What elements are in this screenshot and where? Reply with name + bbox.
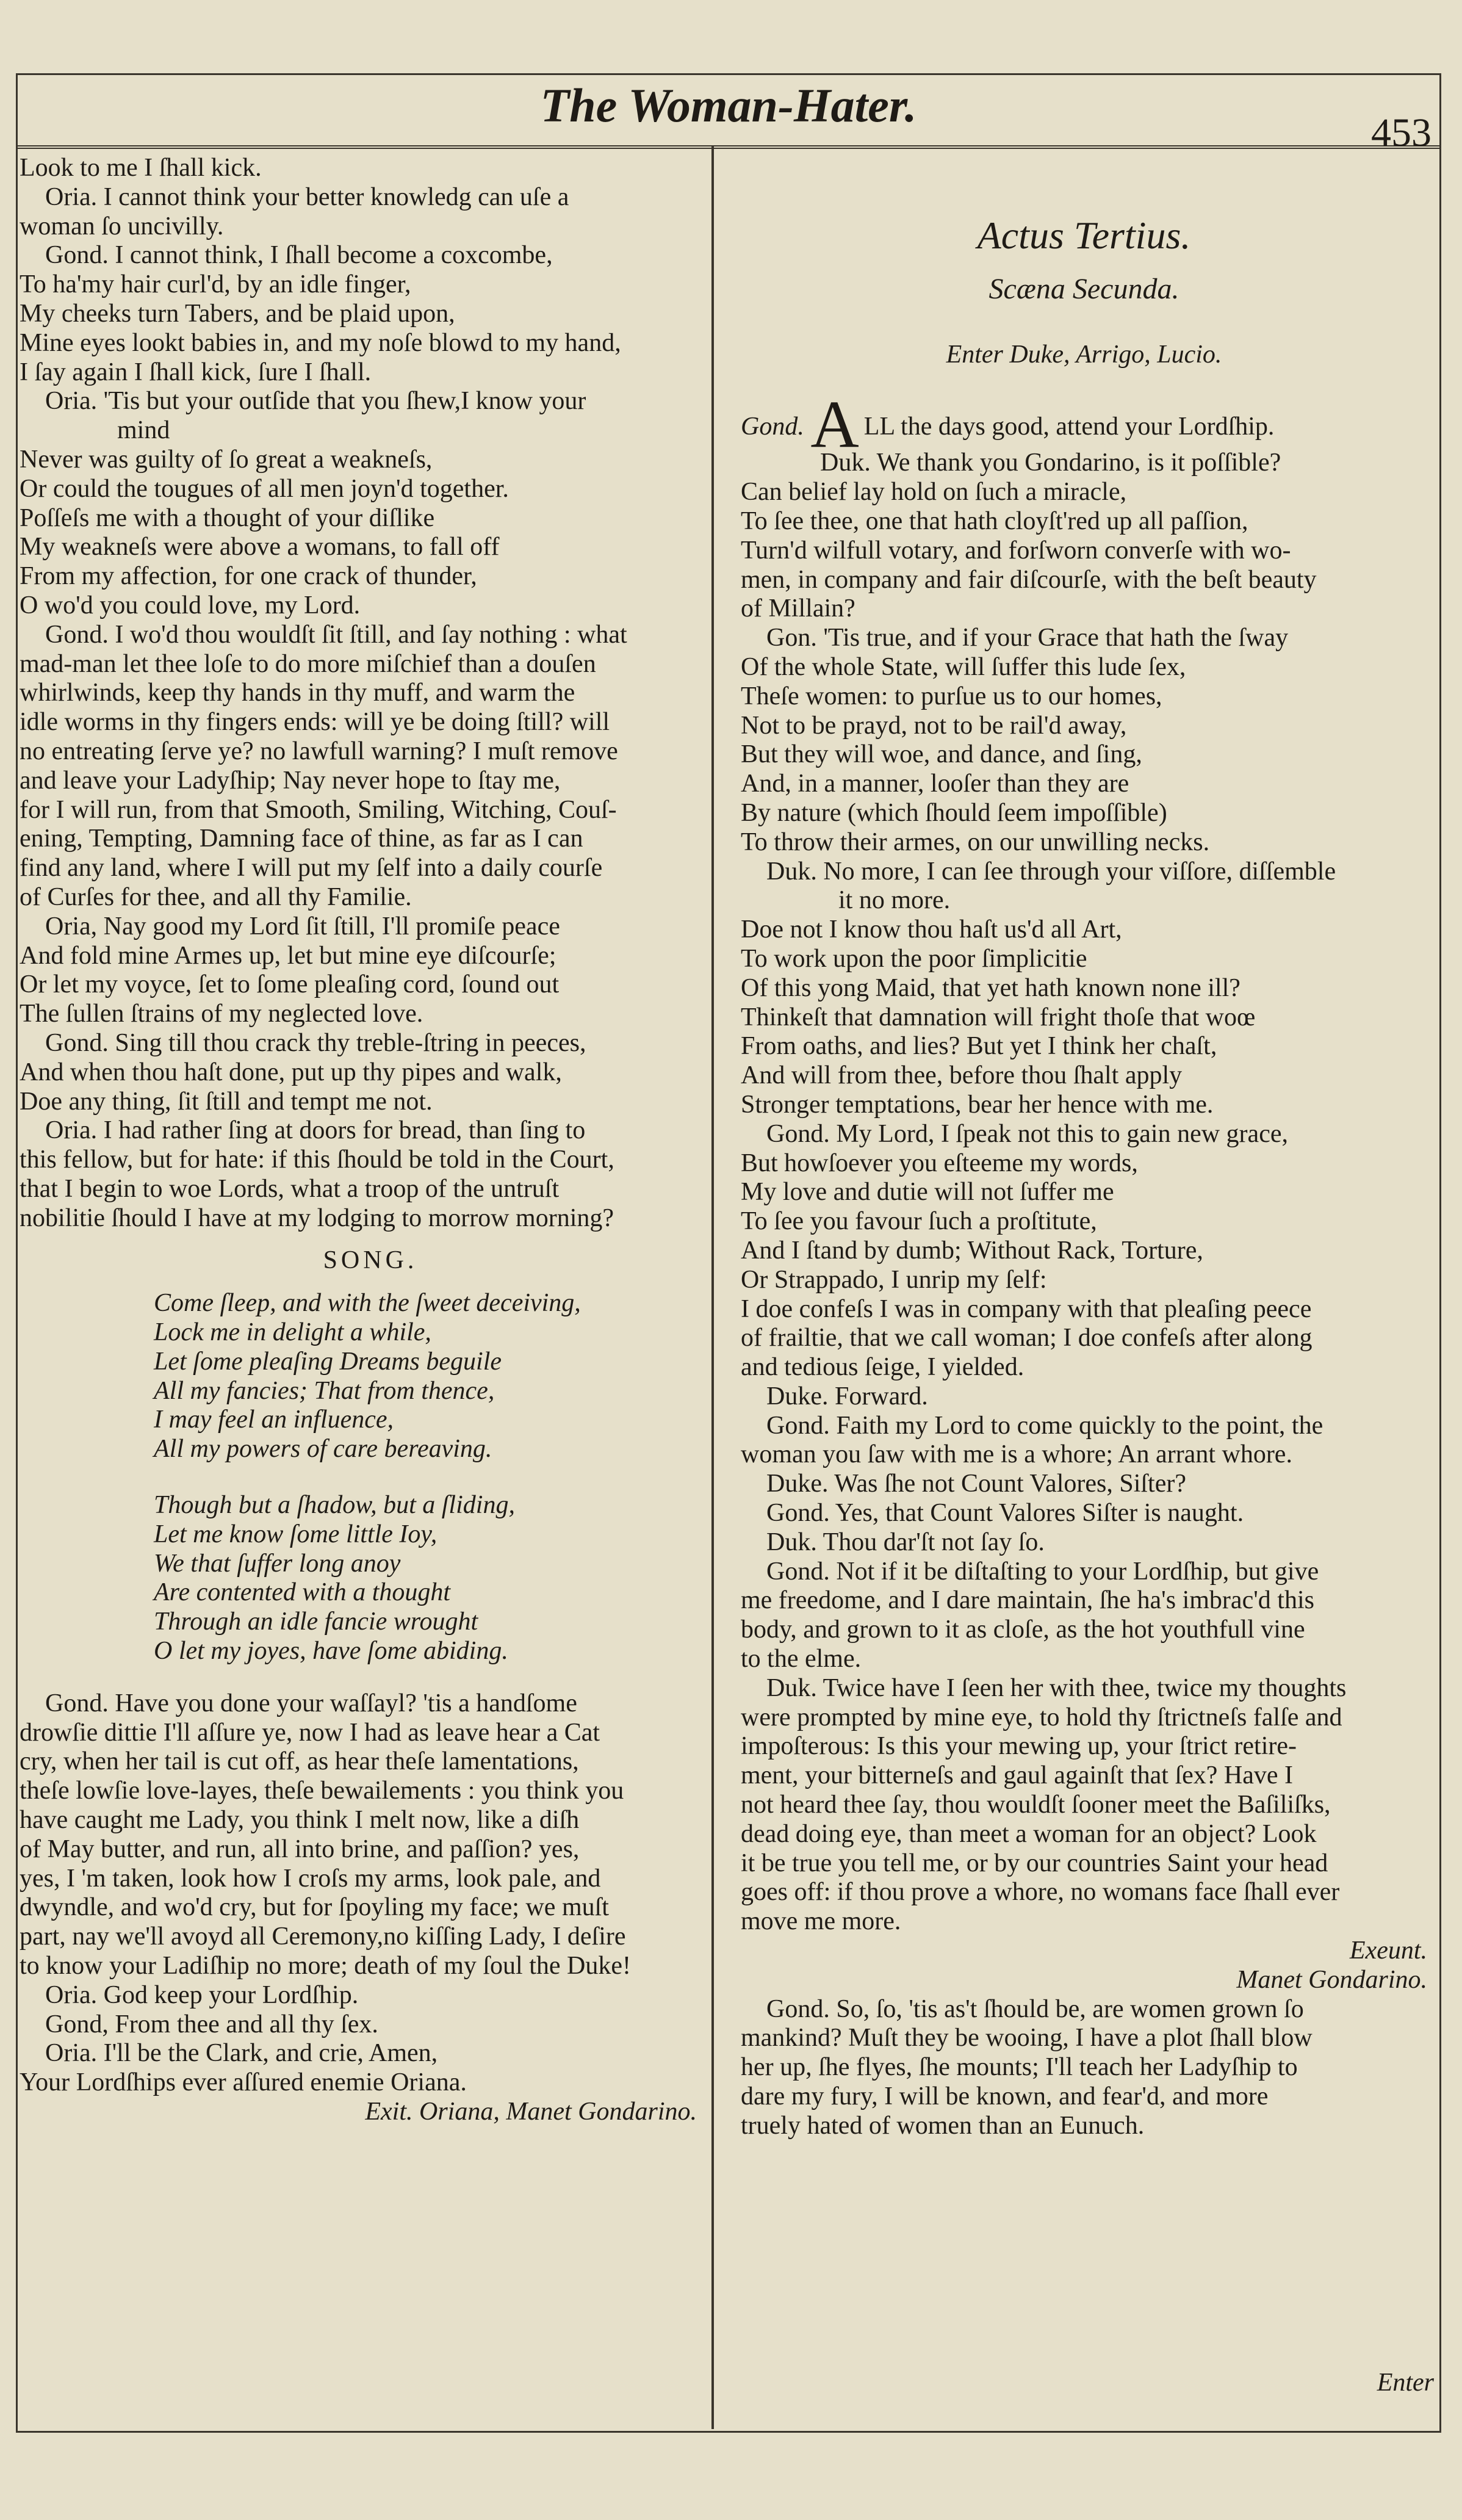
page-number: 453 xyxy=(1371,110,1431,155)
text-line: and leave your Ladyſhip; Nay never hope to ſtay me, xyxy=(20,766,561,795)
text-line: Oria. I cannot think your better knowledg can uſe a xyxy=(45,182,569,211)
opening-speaker: Gond. xyxy=(741,413,804,441)
text-line: Oria. I'll be the Clark, and crie, Amen, xyxy=(45,2039,438,2068)
text-line: Theſe women: to purſue us to our homes, xyxy=(741,682,1162,710)
text-line: find any land, where I will put my ſelf into a daily courſe xyxy=(20,854,603,883)
text-line: her up, ſhe flyes, ſhe mounts; I'll teach her Ladyſhip to xyxy=(741,2053,1298,2082)
text-line: to know your Ladiſhip no more; death of my ſoul the Duke! xyxy=(20,1952,631,1980)
text-line: Duke. Was ſhe not Count Valores, Siſter? xyxy=(766,1470,1186,1498)
text-line: My love and dutie will not ſuffer me xyxy=(741,1178,1114,1207)
verse-line: O let my joyes, have ſome abiding. xyxy=(154,1637,508,1666)
verse-line: Are contented with a thought xyxy=(154,1578,451,1607)
text-line: woman ſo uncivilly. xyxy=(20,212,224,240)
text-line: dwyndle, and wo'd cry, but for ſpoyling my face; we muſt xyxy=(20,1893,609,1922)
text-line: impoſterous: Is this your mewing up, your ſtrict retire- xyxy=(741,1732,1297,1761)
text-line: And, in a manner, looſer than they are xyxy=(741,770,1129,798)
text-line: for I will run, from that Smooth, Smiling, Witching, Couſ- xyxy=(20,795,617,824)
text-line: O wo'd you could love, my Lord. xyxy=(20,591,361,619)
text-line: to the elme. xyxy=(741,1645,862,1673)
text-line: To throw their armes, on our unwilling necks. xyxy=(741,828,1210,856)
drop-cap: A xyxy=(810,387,859,462)
left-column xyxy=(20,154,721,2127)
text-line: that I begin to woe Lords, what a troop of the untruſt xyxy=(20,1174,560,1203)
left-column-lines xyxy=(20,154,721,1233)
stanza-gap xyxy=(20,1464,721,1491)
text-line: Turn'd wilfull votary, and forſworn converſe with wo- xyxy=(741,536,1291,565)
text-line: Gond. My Lord, I ſpeak not this to gain new grace, xyxy=(766,1119,1288,1148)
verse-line: Come ſleep, and with the ſweet deceiving, xyxy=(154,1289,581,1318)
text-line: Gond, From thee and all thy ſex. xyxy=(45,2010,378,2038)
text-line: Gon. 'Tis true, and if your Grace that hath the ſway xyxy=(766,624,1289,652)
right-column-lines xyxy=(741,449,1427,1937)
text-line: Doe any thing, ſit ſtill and tempt me not. xyxy=(20,1087,433,1116)
text-line: To ſee thee, one that hath cloyſt'red up all paſſion, xyxy=(741,507,1248,535)
text-line: woman you ſaw with me is a whore; An arrant whore. xyxy=(741,1440,1292,1469)
text-line: From oaths, and lies? But yet I think her chaſt, xyxy=(741,1032,1217,1061)
text-line: My cheeks turn Tabers, and be plaid upon, xyxy=(20,299,455,328)
text-line: Or let my voyce, ſet to ſome pleaſing cord, ſound out xyxy=(20,970,560,999)
text-line: But they will woe, and dance, and ſing, xyxy=(741,740,1142,769)
text-line: truely hated of women than an Eunuch. xyxy=(741,2111,1145,2140)
text-line: Gond. Sing till thou crack thy treble-ſtring in peeces, xyxy=(45,1028,586,1057)
verse-line: Let me know ſome little Ioy, xyxy=(154,1520,438,1548)
verse-line: All my fancies; That from thence, xyxy=(154,1376,495,1405)
text-line: Thinkeſt that damnation will fright thoſe that woœ xyxy=(741,1003,1256,1031)
text-line: And fold mine Armes up, let but mine eye diſcourſe; xyxy=(20,941,556,970)
verse-line: We that ſuffer long anoy xyxy=(154,1549,401,1578)
text-line: Stronger temptations, bear her hence with me. xyxy=(741,1090,1214,1119)
opening-text: LL the days good, attend your Lordſhip. xyxy=(863,413,1275,441)
text-line: By nature (which ſhould ſeem impoſſible) xyxy=(741,798,1167,827)
text-line: Gond. Yes, that Count Valores Siſter is naught. xyxy=(766,1499,1244,1528)
text-line: whirlwinds, keep thy hands in thy muff, and warm the xyxy=(20,679,575,707)
text-line: theſe lowſie love-layes, theſe bewailements : you think you xyxy=(20,1777,624,1805)
text-line: Duke. Forward. xyxy=(766,1382,928,1410)
text-line: mankind? Muſt they be wooing, I have a plot ſhall blow xyxy=(741,2024,1313,2052)
right-column xyxy=(741,154,1427,2141)
text-line: drowſie dittie I'll aſſure ye, now I had as leave hear a Cat xyxy=(20,1718,600,1747)
text-line: mad-man let thee loſe to do more miſchief than a douſen xyxy=(20,649,596,678)
page-header xyxy=(16,72,1441,155)
verse-line: Though but a ſhadow, but a ſliding, xyxy=(154,1491,515,1520)
opening-line xyxy=(741,387,1427,462)
text-line: goes off: if thou prove a whore, no womans face ſhall ever xyxy=(741,1878,1340,1907)
text-line: Poſſeſs me with a thought of your diſlike xyxy=(20,504,435,532)
text-line: not heard thee ſay, thou wouldſt ſooner meet the Baſiliſks, xyxy=(741,1791,1331,1819)
text-line: this fellow, but for hate: if this ſhould be told in the Court, xyxy=(20,1146,614,1174)
text-line: of Millain? xyxy=(741,594,855,623)
running-title: The Woman-Hater. xyxy=(540,79,917,132)
song-stanza-1 xyxy=(20,1289,721,1464)
right-column-closing xyxy=(741,1995,1427,2141)
text-line: body, and grown to it as cloſe, as the hot youthfull vine xyxy=(741,1616,1305,1644)
text-line: men, in company and fair diſcourſe, with the beſt beauty xyxy=(741,565,1317,594)
text-line: Never was guilty of ſo great a weakneſs, xyxy=(20,445,433,474)
text-line: of frailtie, that we call woman; I doe confeſs after along xyxy=(741,1324,1313,1352)
text-line: Mine eyes lookt babies in, and my noſe blowd to my hand, xyxy=(20,328,621,357)
text-line: Your Lordſhips ever aſſured enemie Oriana. xyxy=(20,2068,467,2097)
text-line: mind xyxy=(117,416,170,445)
text-line: I ſay again I ſhall kick, ſure I ſhall. xyxy=(20,358,372,386)
text-line: Or Strappado, I unrip my ſelf: xyxy=(741,1265,1047,1294)
text-line: Duk. Twice have I ſeen her with thee, twice my thoughts xyxy=(766,1673,1347,1702)
verse-line: Through an idle fancie wrought xyxy=(154,1608,478,1636)
text-line: of May butter, and run, all into brine, and paſſion? yes, xyxy=(20,1835,580,1863)
text-line: Doe not I know thou haſt us'd all Art, xyxy=(741,915,1122,944)
catchword: Enter xyxy=(1377,2369,1434,2397)
text-line: And I ſtand by dumb; Without Rack, Torture, xyxy=(741,1236,1203,1265)
text-line: have caught me Lady, you think I melt now, like a diſh xyxy=(20,1806,580,1835)
text-line: Not to be prayd, not to be rail'd away, xyxy=(741,711,1127,740)
text-line: Duk. Thou dar'ſt not ſay ſo. xyxy=(766,1528,1045,1556)
text-line: it be true you tell me, or by our countries Saint your head xyxy=(741,1849,1328,1877)
text-line: Can belief lay hold on ſuch a miracle, xyxy=(741,478,1127,507)
text-line: Gond. Faith my Lord to come quickly to the point, the xyxy=(766,1411,1323,1440)
text-line: And when thou haſt done, put up thy pipes and walk, xyxy=(20,1058,562,1086)
text-line: Duk. No more, I can ſee through your viſſore, diſſemble xyxy=(766,857,1336,886)
text-line: Oria. God keep your Lordſhip. xyxy=(45,1980,359,2009)
text-line: ment, your bitterneſs and gaul againſt that ſex? Have I xyxy=(741,1761,1294,1790)
song-stanza-2 xyxy=(20,1491,721,1666)
verse-line: I may feel an influence, xyxy=(154,1406,394,1434)
exeunt-direction: Exeunt. xyxy=(1349,1937,1427,1965)
text-line: Or could the tougues of all men joyn'd together. xyxy=(20,474,509,503)
act-title: Actus Tertius. xyxy=(977,214,1191,257)
text-line: part, nay we'll avoyd all Ceremony,no kiſſing Lady, I deſire xyxy=(20,1922,626,1951)
text-line: I doe confeſs I was in company with that pleaſing peece xyxy=(741,1294,1312,1323)
text-line: me freedome, and I dare maintain, ſhe ha's imbrac'd this xyxy=(741,1586,1314,1615)
text-line: Gond. Not if it be diſtaſting to your Lordſhip, but give xyxy=(766,1557,1319,1586)
verse-line: Lock me in delight a while, xyxy=(154,1318,431,1347)
text-line: Look to me I ſhall kick. xyxy=(20,154,262,182)
text-line: And will from thee, before thou ſhalt apply xyxy=(741,1061,1183,1090)
song-heading: SONG. xyxy=(323,1246,418,1275)
text-line: Of this yong Maid, that yet hath known none ill? xyxy=(741,973,1241,1002)
exit-direction: Exit. Oriana, Manet Gondarino. xyxy=(365,2098,697,2126)
text-line: Gond. Have you done your waſſayl? 'tis a handſome xyxy=(45,1689,577,1717)
text-line: The ſullen ſtrains of my neglected love. xyxy=(20,1000,423,1028)
text-line: Oria. 'Tis but your outſide that you ſhew,I know your xyxy=(45,387,586,416)
text-line: no entreating ſerve ye? no lawfull warning? I muſt remove xyxy=(20,737,618,765)
text-line: idle worms in thy fingers ends: will ye be doing ſtill? will xyxy=(20,708,610,737)
scene-title: Scæna Secunda. xyxy=(988,272,1179,305)
text-line: of Curſes for thee, and all thy Familie. xyxy=(20,883,412,911)
text-line: Oria. I had rather ſing at doors for bread, than ſing to xyxy=(45,1116,586,1145)
manet-direction: Manet Gondarino. xyxy=(1236,1965,1427,1994)
text-line: were prompted by mine eye, to hold thy ſtrictneſs falſe and xyxy=(741,1703,1342,1731)
song-gap xyxy=(20,1666,721,1689)
text-line: ening, Tempting, Damning face of thine, as far as I can xyxy=(20,825,583,853)
text-line: Gond. I cannot think, I ſhall become a coxcombe, xyxy=(45,241,553,270)
text-line: dead doing eye, than meet a woman for an object? Look xyxy=(741,1819,1317,1848)
text-line: nobilitie ſhould I have at my lodging to morrow morning? xyxy=(20,1204,614,1232)
verse-line: All my powers of care bereaving. xyxy=(154,1435,492,1464)
text-line: My weakneſs were above a womans, to fall off xyxy=(20,533,500,561)
text-line: But howſoever you eſteeme my words, xyxy=(741,1149,1138,1177)
text-line: cry, when her tail is cut off, as hear theſe lamentations, xyxy=(20,1747,579,1776)
text-line: To work upon the poor ſimplicitie xyxy=(741,944,1087,973)
left-column-after-song xyxy=(20,1689,721,2098)
text-line: To ſee you favour ſuch a proſtitute, xyxy=(741,1207,1097,1236)
text-line: it no more. xyxy=(838,886,951,915)
text-line: yes, I 'm taken, look how I croſs my arms, look pale, and xyxy=(20,1864,601,1893)
text-line: dare my fury, I will be known, and fear'd, and more xyxy=(741,2082,1269,2111)
text-line: Gond. So, ſo, 'tis as't ſhould be, are women grown ſo xyxy=(766,1995,1304,2023)
text-line: Of the whole State, will ſuffer this lude ſex, xyxy=(741,652,1186,681)
text-line: move me more. xyxy=(741,1907,901,1936)
text-line: and tedious ſeige, I yielded. xyxy=(741,1353,1024,1382)
text-line: From my affection, for one crack of thunder, xyxy=(20,562,477,591)
text-line: Duk. We thank you Gondarino, is it poſſible? xyxy=(820,449,1281,477)
text-line: To ha'my hair curl'd, by an idle finger, xyxy=(20,270,411,299)
text-line: Oria, Nay good my Lord ſit ſtill, I'll promiſe peace xyxy=(45,912,560,940)
text-line: Gond. I wo'd thou wouldſt ſit ſtill, and ſay nothing : what xyxy=(45,620,627,649)
entrance-direction: Enter Duke, Arrigo, Lucio. xyxy=(946,340,1222,369)
verse-line: Let ſome pleaſing Dreams beguile xyxy=(154,1347,502,1376)
